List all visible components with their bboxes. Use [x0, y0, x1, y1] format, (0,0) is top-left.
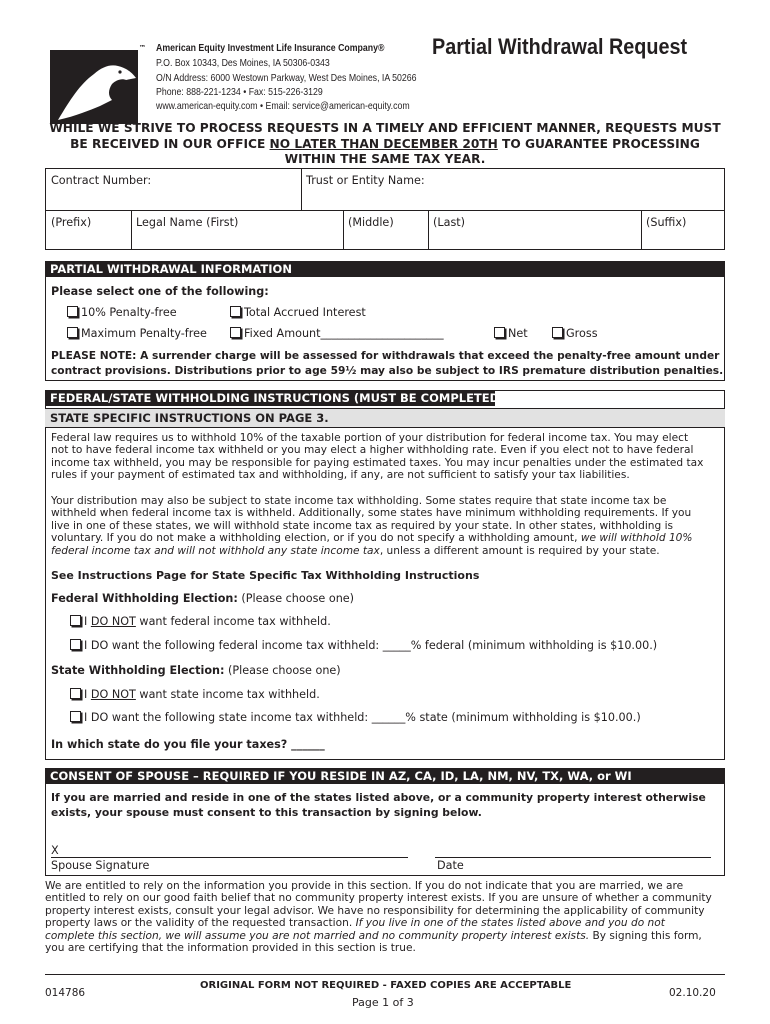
faxed-copies-note: ORIGINAL FORM NOT REQUIRED - FAXED COPIES ARE ACCEPTABLE [200, 980, 572, 991]
reliance-paragraph: We are entitled to rely on the information you provide in this section. If you do not indicate that you are married, we are entitled to rely on our good faith belief that no community property interest exists. If you are unsure of whether a community property interest exists, consult your legal advisor. We have no responsibility for determining the applicability of community property laws or the validity of the requested transaction. If you live in one of the states listed above and you do not complete this section, we will assume you are not married and no community property interest exists. By signing this form, you are certifying that the information provided in this section is true. [45, 880, 712, 955]
withdrawal-section-header: PARTIAL WITHDRAWAL INFORMATION [45, 261, 725, 277]
checkbox[interactable] [552, 327, 563, 338]
state-withholding-option[interactable]: I DO want the following state income tax withheld: ______% state (minimum withholding is $10.00.) [70, 711, 641, 724]
surrender-charge-note: PLEASE NOTE: A surrender charge will be assessed for withdrawals that exceed the penalty-free amount under contract provisions. Distributions prior to age 59½ may also be subject to IRS premature distribution penalties. [51, 349, 724, 377]
federal-law-paragraph: Federal law requires us to withhold 10% of the taxable portion of your distribution for federal income tax. You may elect not to have federal income tax withheld or you may elect a higher withholding rate. Even if you elect not to have federal income tax withheld, you may be responsible for paying estimated taxes. You may incur penalties under the estimated tax rules if your payment of estimated tax and withholding, if any, are not sufficient to satisfy your tax liabilities. [51, 432, 704, 482]
state-withholding-paragraph: Your distribution may also be subject to state income tax withholding. Some states require that state income tax be withheld when federal income tax is withheld. Additionally, some states have minimum withholding requirements. If you live in one of these states, we will withhold state income tax as required by your state. In other states, withholding is voluntary. If you do not make a withholding election, or if you do not specify a withholding amount, we will withhold 10% federal income tax and will not withhold any state income tax, unless a different amount is required by your state. [51, 495, 693, 557]
option-gross[interactable]: Gross [552, 327, 598, 340]
state-instructions-subheader: STATE SPECIFIC INSTRUCTIONS ON PAGE 3. [45, 408, 725, 428]
checkbox[interactable] [230, 306, 241, 317]
federal-no-withholding-option[interactable]: I DO NOT want federal income tax withheld. [70, 615, 331, 628]
date-line[interactable] [435, 857, 711, 858]
select-one-label: Please select one of the following: [51, 285, 269, 298]
option-10-penalty-free[interactable]: 10% Penalty-free [67, 306, 177, 319]
which-state-question[interactable]: In which state do you file your taxes? ______ [51, 738, 325, 751]
company-name: American Equity Investment Life Insurance Company® [156, 43, 385, 54]
date-label: Date [437, 859, 464, 872]
form-title: Partial Withdrawal Request [432, 34, 688, 59]
option-fixed-amount[interactable]: Fixed Amount______________________ [230, 327, 444, 340]
spouse-signature-line[interactable] [51, 857, 408, 858]
trademark: ™ [139, 44, 146, 52]
last-name-field[interactable]: (Last) [433, 216, 466, 229]
withholding-section-header: FEDERAL/STATE WITHHOLDING INSTRUCTIONS (MUST BE COMPLETED) [45, 390, 495, 406]
trust-name-field[interactable]: Trust or Entity Name: [306, 174, 425, 187]
federal-withholding-option[interactable]: I DO want the following federal income tax withheld: _____% federal (minimum withholding is $10.00.) [70, 639, 657, 652]
overnight-address: O/N Address: 6000 Westown Parkway, West Des Moines, IA 50266 [156, 73, 417, 84]
prefix-field[interactable]: (Prefix) [51, 216, 92, 229]
po-box: P.O. Box 10343, Des Moines, IA 50306-0343 [156, 58, 330, 69]
checkbox[interactable] [494, 327, 505, 338]
state-no-withholding-option[interactable]: I DO NOT want state income tax withheld. [70, 688, 320, 701]
web-email: www.american-equity.com • Email: service@american-equity.com [156, 101, 410, 112]
state-election-title: State Withholding Election: (Please choose one) [51, 664, 341, 677]
notice-line-1: WHILE WE STRIVE TO PROCESS REQUESTS IN A TIMELY AND EFFICIENT MANNER, REQUESTS MUST [49, 121, 721, 135]
spouse-section-header: CONSENT OF SPOUSE – REQUIRED IF YOU RESIDE IN AZ, CA, ID, LA, NM, NV, TX, WA, or WI [45, 768, 725, 784]
page-number: Page 1 of 3 [352, 996, 414, 1009]
contract-number-field[interactable]: Contract Number: [51, 174, 152, 187]
checkbox[interactable] [70, 639, 81, 650]
checkbox[interactable] [230, 327, 241, 338]
checkbox[interactable] [67, 306, 78, 317]
middle-name-field[interactable]: (Middle) [348, 216, 394, 229]
form-number: 014786 [45, 987, 86, 999]
footer-rule [45, 974, 725, 975]
revision-date: 02.10.20 [669, 987, 716, 999]
notice-line-3: WITHIN THE SAME TAX YEAR. [284, 152, 486, 166]
option-maximum-penalty-free[interactable]: Maximum Penalty-free [67, 327, 207, 340]
checkbox[interactable] [70, 615, 81, 626]
checkbox[interactable] [70, 688, 81, 699]
option-total-accrued-interest[interactable]: Total Accrued Interest [230, 306, 366, 319]
checkbox[interactable] [67, 327, 78, 338]
processing-notice [20, 121, 750, 168]
signature-x-mark: X [51, 844, 59, 857]
option-net[interactable]: Net [494, 327, 528, 340]
fixed-amount-input[interactable]: ______________________ [320, 327, 444, 340]
see-instructions-note: See Instructions Page for State Specific Tax Withholding Instructions [51, 569, 480, 582]
first-name-field[interactable]: Legal Name (First) [136, 216, 239, 229]
spouse-consent-instructions: If you are married and reside in one of the states listed above, or a community property interest otherwise exists, your spouse must consent to this transaction by signing below. [51, 791, 706, 819]
spouse-signature-label: Spouse Signature [51, 859, 150, 872]
notice-line-2: BE RECEIVED IN OUR OFFICE NO LATER THAN DECEMBER 20TH TO GUARANTEE PROCESSING [70, 136, 700, 151]
phone-fax: Phone: 888-221-1234 • Fax: 515-226-3129 [156, 87, 323, 98]
checkbox[interactable] [70, 711, 81, 722]
suffix-field[interactable]: (Suffix) [646, 216, 687, 229]
eagle-logo [50, 50, 138, 124]
federal-election-title: Federal Withholding Election: (Please choose one) [51, 592, 355, 605]
